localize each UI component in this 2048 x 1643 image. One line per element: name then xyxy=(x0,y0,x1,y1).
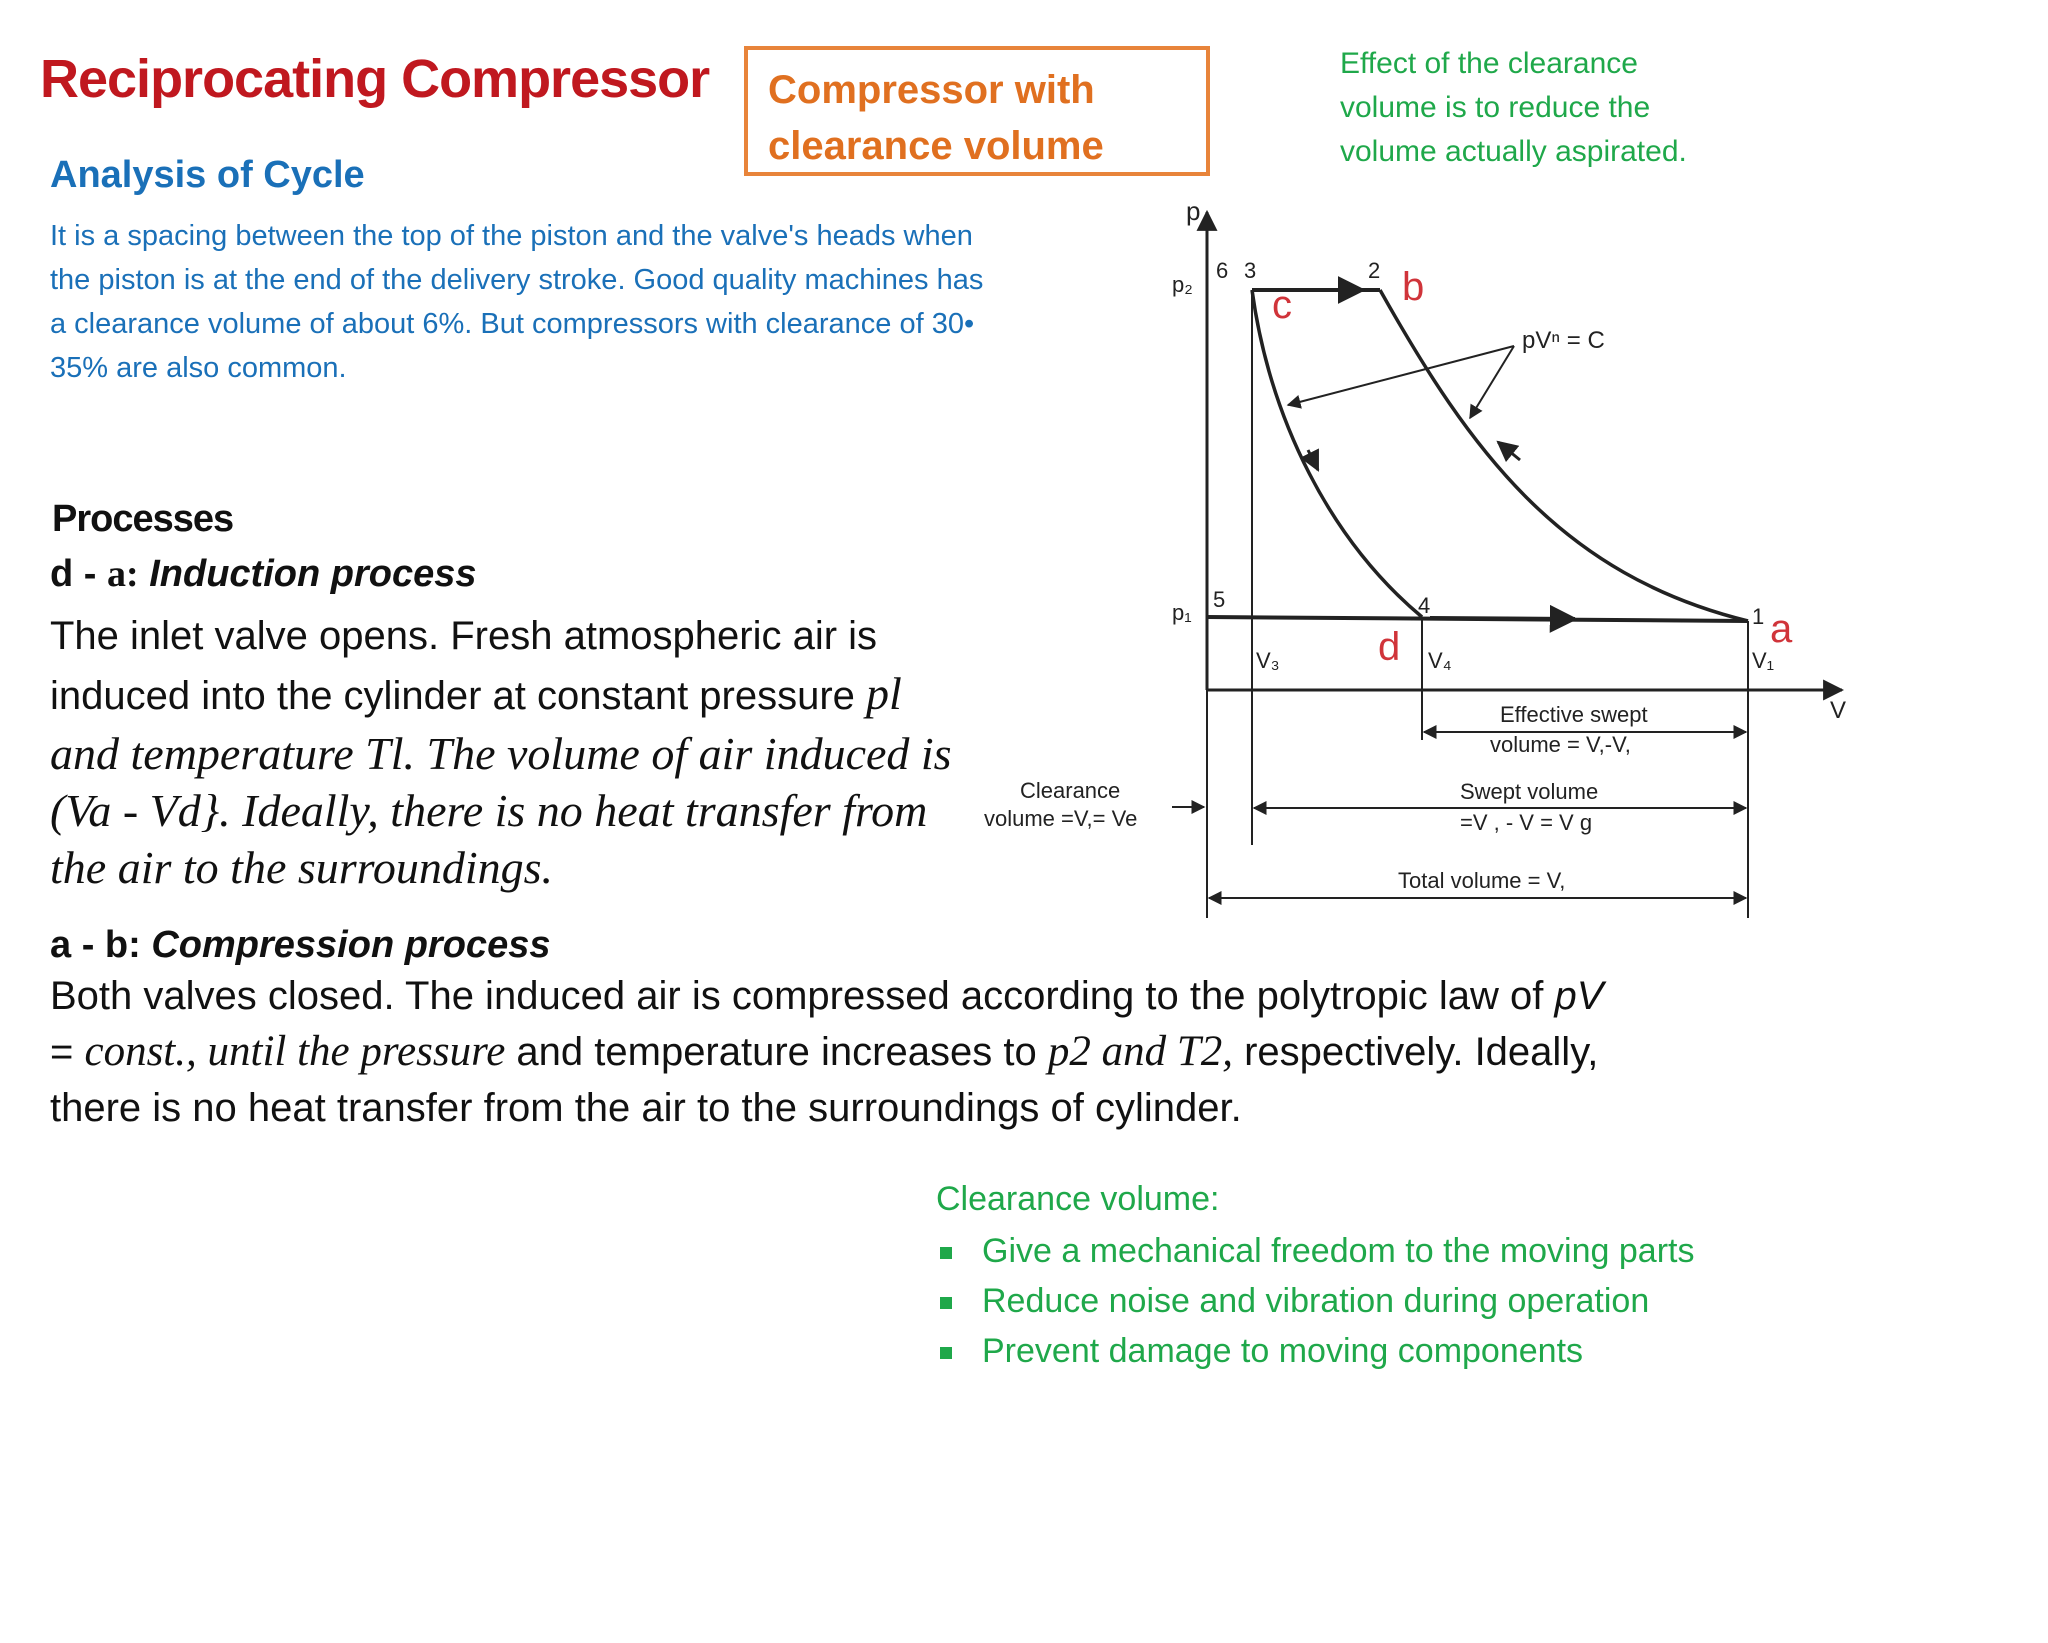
state-d: d xyxy=(1378,625,1401,669)
description-line2: the piston is at the end of the delivery stroke. Good quality machines has xyxy=(50,264,984,296)
compression-line3: there is no heat transfer from the air to the surroundings of cylinder. xyxy=(50,1086,1242,1130)
induction-p1: pl xyxy=(866,668,902,719)
v3-label: V₃ xyxy=(1256,648,1280,673)
state-c: c xyxy=(1272,283,1292,327)
total-label: Total volume = V, xyxy=(1398,868,1566,893)
p1-label: p₁ xyxy=(1172,600,1192,625)
effective-swept-label-1: Effective swept xyxy=(1500,702,1648,727)
induction-line4: (Va - Vd}. Ideally, there is no heat transfer from xyxy=(50,785,928,836)
state-a: a xyxy=(1770,607,1793,651)
compression-pv: pV xyxy=(1554,974,1604,1018)
induction-line2: induced into the cylinder at constant pressure xyxy=(50,674,867,718)
description-line1: It is a spacing between the top of the piston and the valve's heads when xyxy=(50,220,973,252)
point-2: 2 xyxy=(1368,258,1381,283)
suction-arrow xyxy=(1430,618,1575,619)
point-5: 5 xyxy=(1213,587,1226,612)
state-b: b xyxy=(1402,265,1425,309)
compression-equals: = xyxy=(50,1030,85,1074)
induction-line3: and temperature Tl. The volume of air induced is xyxy=(50,728,952,779)
clearance-points-heading: Clearance volume: xyxy=(936,1180,1220,1218)
description-line3: a clearance volume of about 6%. But compressors with clearance of 30• xyxy=(50,308,975,340)
analysis-heading: Analysis of Cycle xyxy=(50,154,365,196)
effect-line3: volume actually aspirated. xyxy=(1340,135,1687,168)
induction-line5: the air to the surroundings. xyxy=(50,842,554,893)
swept-label-1: Swept volume xyxy=(1460,779,1599,804)
induction-line1: The inlet valve opens. Fresh atmospheric air is xyxy=(50,614,878,658)
p-axis-label: p xyxy=(1186,196,1201,226)
effective-swept-label-2: volume = V,-V, xyxy=(1490,732,1631,757)
induction-name: Induction process xyxy=(138,553,477,595)
law-pointer-compression xyxy=(1470,346,1514,418)
effect-line2: volume is to reduce the xyxy=(1340,91,1651,124)
p2-label: p₂ xyxy=(1172,272,1193,297)
list-item: Give a mechanical freedom to the moving parts xyxy=(940,1226,1694,1276)
swept-label-2: =V , - V = V g xyxy=(1460,810,1593,835)
law-label: pVⁿ = C xyxy=(1522,327,1605,354)
law-pointer-expansion xyxy=(1288,346,1514,405)
list-item: Reduce noise and vibration during operation xyxy=(940,1276,1694,1326)
compression-label: a - b: xyxy=(50,924,141,966)
point-3: 3 xyxy=(1244,258,1257,283)
page-title: Reciprocating Compressor xyxy=(40,49,710,109)
expansion-curve xyxy=(1252,290,1422,617)
clearance-label-2: volume =V,= Ve xyxy=(984,806,1138,831)
compression-const: const., until the pressure xyxy=(84,1028,506,1075)
compression-name: Compression process xyxy=(140,924,551,966)
effect-line1: Effect of the clearance xyxy=(1340,47,1638,80)
processes-heading: Processes xyxy=(52,498,234,540)
induction-label-a: a: xyxy=(107,553,139,595)
description-line4: 35% are also common. xyxy=(50,352,347,384)
induction-label-dash: - xyxy=(73,553,107,595)
topic-box-line1: Compressor with xyxy=(768,68,1095,112)
compression-line1: Both valves closed. The induced air is compressed according to the polytropic law of xyxy=(50,974,1555,1018)
list-item: Prevent damage to moving components xyxy=(940,1326,1694,1376)
compression-curve-arrow xyxy=(1498,442,1520,460)
v4-label: V₄ xyxy=(1428,648,1452,673)
point-4: 4 xyxy=(1418,593,1431,618)
induction-label-d: d xyxy=(50,553,74,595)
point-1: 1 xyxy=(1752,604,1765,629)
v-axis-label: V xyxy=(1830,697,1847,724)
clearance-label-1: Clearance xyxy=(1020,778,1121,803)
compression-line2-end: respectively. Ideally, xyxy=(1233,1030,1599,1074)
topic-box-line2: clearance volume xyxy=(768,124,1104,168)
v1-label: V₁ xyxy=(1752,648,1775,673)
compression-p2t2: p2 and T2, xyxy=(1047,1028,1233,1075)
point-6: 6 xyxy=(1216,258,1229,283)
expansion-curve-arrow xyxy=(1308,450,1318,470)
compression-line2-mid: and temperature increases to xyxy=(505,1030,1048,1074)
